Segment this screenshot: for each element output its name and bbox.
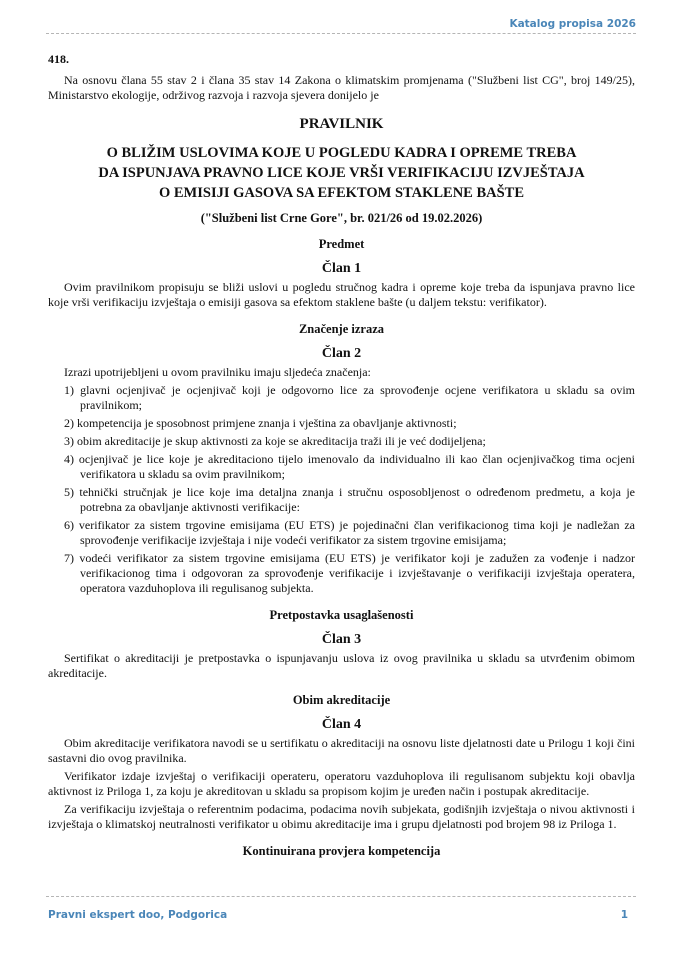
document-type: PRAVILNIK [299,116,384,132]
article-paragraph: Obim akreditacije verifikatora navodi se u sertifikatu o akreditaciji na osnovu liste djelatnosti date u Prilogu 1 koji čini sastavni dio ovog pravilnika. [48,736,635,765]
article-title: Član 3 [321,632,362,647]
article-title: Član 2 [321,346,362,361]
gazette-reference: ("Službeni list Crne Gore", br. 021/26 od 19.02.2026) [200,211,483,225]
regulation-number: 418. [48,52,69,66]
definition-item: 4) ocjenjivač je lice koje je akreditaciono tijelo imenovalo da individualno ili kao član ocjenjivačkog tima ocjeni verifikatora u skladu sa ovim pravilnikom; [64,452,635,481]
section-heading: Predmet [318,237,365,251]
page-footer [46,896,636,921]
article-title: Član 1 [321,261,362,276]
document-title: O BLIŽIM USLOVIMA KOJE U POGLEDU KADRA I OPREME TREBA DA ISPUNJAVA PRAVNO LICE KOJE VRŠI VERIFIKACIJU IZVJEŠTAJA O EMISIJI GASOVA SA EFEKTOM STAKLENE BAŠTE [98,145,585,201]
definition-item: 6) verifikator za sistem trgovine emisijama (EU ETS) je pojedinačni član verifikacionog tima koji je nadležan za sprovođenje verifikacije izvještaja i nije vodeći verifikator za sistem trgovine emisijama; [64,518,635,547]
document-body [48,52,635,868]
preamble: Na osnovu člana 55 stav 2 i člana 35 stav 14 Zakona o klimatskim promjenama ("Službeni list CG", broj 149/25), Ministarstvo ekologije, održivog razvoja i razvoja sjevera donijelo je [48,73,635,102]
section-heading: Obim akreditacije [292,693,391,707]
definition-item: 5) tehnički stručnjak je lice koje ima detaljna znanja i stručnu osposobljenost o određenom predmetu, a koja je potrebna za obavljanje aktivnosti verifikacije: [64,485,635,514]
definition-item: 2) kompetencija je sposobnost primjene znanja i vještina za obavljanje aktivnosti; [64,416,457,430]
page-header [46,18,636,34]
section-heading: Značenje izraza [298,322,385,336]
section-heading: Pretpostavka usaglašenosti [269,608,414,622]
article-title: Član 4 [321,717,362,732]
definition-item: 3) obim akreditacije je skup aktivnosti za koje se akreditacija traži ili je već dodijeljena; [64,434,486,448]
page-number: 1 [620,909,628,921]
article-paragraph: Sertifikat o akreditaciji je pretpostavka o ispunjavanju uslova iz ovog pravilnika u skladu sa utvrđenim obimom akreditacije. [48,651,635,680]
definition-item: 7) vodeći verifikator za sistem trgovine emisijama (EU ETS) je verifikator koji je zadužen za vođenje i nadzor verifikacionog tima i odgovoran za sprovođenje verifikacije i izvještavanje o verifikaciji izvještaja operatera, operatora vazduhoplova ili regulisanog subjekta. [64,551,635,595]
catalog-label: Katalog propisa 2026 [509,18,636,30]
definition-item: 1) glavni ocjenjivač je ocjenjivač koji je odgovorno lice za sprovođenje ocjene verifikatora u skladu sa ovim pravilnikom; [64,383,635,412]
publisher-label: Pravni ekspert doo, Podgorica [48,909,228,921]
article-paragraph: Verifikator izdaje izvještaj o verifikaciji operateru, operatoru vazduhoplova ili regulisanom subjektu koji obavlja aktivnost iz Priloga 1, za koju je akreditovan u skladu sa propisom kojim je uređen način i postupak akreditacije. [48,769,635,798]
article-paragraph: Ovim pravilnikom propisuju se bliži uslovi u pogledu stručnog kadra i opreme koje treba da ispunjava pravno lice koje vrši verifikaciju izvještaja o emisiji gasova sa efektom staklene bašte (u daljem tekstu: verifikator). [48,280,635,309]
article-paragraph: Izrazi upotrijebljeni u ovom pravilniku imaju sljedeća značenja: [64,365,371,379]
article-paragraph: Za verifikaciju izvještaja o referentnim podacima, podacima novih subjekata, godišnjih izvještaja o nivou aktivnosti i izvještaja o klimatskoj neutralnosti verifikator u obimu akreditacije ima i grupu djelatnosti pod brojem 98 iz Priloga 1. [48,802,635,831]
section-heading: Kontinuirana provjera kompetencija [242,844,441,858]
